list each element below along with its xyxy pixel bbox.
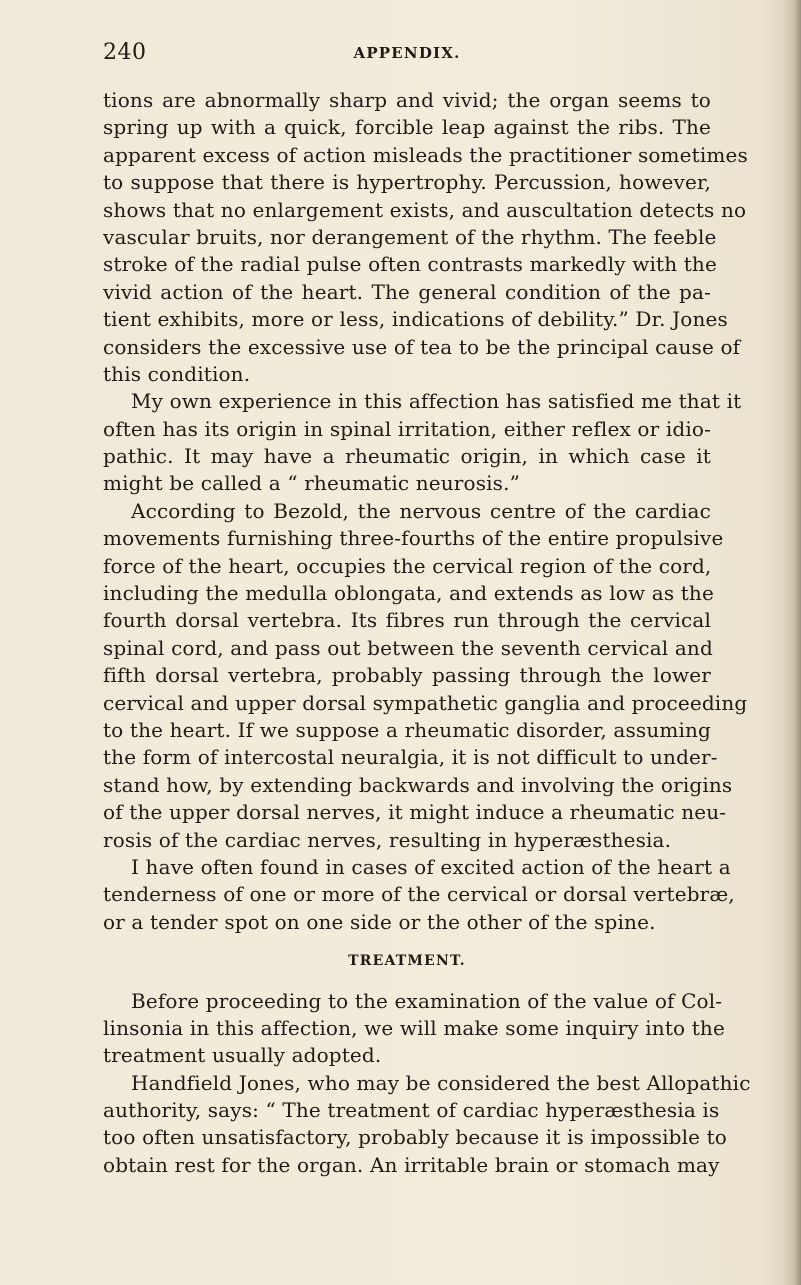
text-line: tenderness of one or more of the cervical or dorsal vertebræ, [103, 882, 735, 907]
text-line: I have often found in cases of excited action of the heart a [131, 854, 731, 879]
text-line: spinal cord, and pass out between the seventh cervical and [103, 635, 713, 660]
text-line: authority, says: “ The treatment of cardiac hyperæsthesia is [103, 1098, 720, 1123]
text-line: linsonia in this affection, we will make some inquiry into the [103, 1015, 725, 1040]
text-line: stroke of the radial pulse often contrasts markedly with the [103, 252, 717, 277]
text-line: movements furnishing three-fourths of the entire propulsive [103, 526, 724, 551]
text-line: vivid action of the heart. The general condition of the pa- [103, 279, 711, 304]
text-line: fourth dorsal vertebra. Its fibres run through the cervical [103, 608, 711, 633]
text-line: Handfield Jones, who may be considered the best Allopathic [131, 1070, 751, 1095]
text-line: shows that no enlargement exists, and auscultation detects no [103, 197, 747, 222]
text-line: of the upper dorsal nerves, it might induce a rheumatic neu- [103, 800, 727, 825]
text-line: spring up with a quick, forcible leap against the ribs. The [103, 115, 711, 140]
page-header [103, 40, 711, 70]
paragraph [103, 87, 748, 388]
text-line: considers the excessive use of tea to be the principal cause of [103, 334, 741, 359]
text-line: stand how, by extending backwards and involving the origins [103, 772, 733, 797]
paragraph [103, 854, 735, 936]
paragraph [103, 1070, 751, 1180]
text-line: apparent excess of action misleads the practitioner sometimes [103, 142, 748, 167]
running-head: APPENDIX. [353, 44, 461, 62]
text-line: Before proceeding to the examination of the value of Col- [131, 988, 723, 1013]
text-line: force of the heart, occupies the cervical region of the cord, [103, 553, 712, 578]
section-heading: TREATMENT. [348, 953, 466, 970]
paragraph [103, 498, 748, 854]
paragraph [103, 988, 725, 1070]
body-text [103, 87, 751, 1179]
text-line: cervical and upper dorsal sympathetic ganglia and proceeding [103, 690, 748, 715]
body-before-heading [103, 87, 748, 936]
text-line: pathic. It may have a rheumatic origin, in which case it [103, 444, 711, 469]
text-line: the form of intercostal neuralgia, it is not difficult to under- [103, 745, 718, 770]
text-line: vascular bruits, nor derangement of the rhythm. The feeble [103, 224, 717, 249]
text-line: often has its origin in spinal irritation, either reflex or idio- [103, 416, 711, 441]
text-line: to the heart. If we suppose a rheumatic disorder, assuming [103, 717, 711, 742]
text-line: or a tender spot on one side or the other of the spine. [103, 909, 656, 934]
text-line: obtain rest for the organ. An irritable brain or stomach may [103, 1152, 720, 1177]
page-edge-shadow [783, 0, 801, 1285]
text-line: might be called a “ rheumatic neurosis.” [103, 471, 520, 496]
text-line: rosis of the cardiac nerves, resulting in hyperæsthesia. [103, 827, 672, 852]
text-line: too often unsatisfactory, probably because it is impossible to [103, 1125, 727, 1150]
text-line: According to Bezold, the nervous centre of the cardiac [131, 498, 711, 523]
page-number: 240 [103, 40, 147, 65]
text-line: to suppose that there is hypertrophy. Percussion, however, [103, 170, 711, 195]
paragraph [103, 388, 742, 498]
body-after-heading [103, 988, 751, 1180]
text-line: My own experience in this affection has satisfied me that it [131, 389, 742, 414]
text-line: fifth dorsal vertebra, probably passing through the lower [103, 663, 711, 688]
text-line: tions are abnormally sharp and vivid; the organ seems to [103, 88, 711, 112]
text-line: including the medulla oblongata, and extends as low as the [103, 581, 714, 606]
text-line: treatment usually adopted. [103, 1043, 382, 1068]
text-line: tient exhibits, more or less, indications of debility.” Dr. Jones [103, 307, 728, 332]
text-line: this condition. [103, 361, 251, 386]
